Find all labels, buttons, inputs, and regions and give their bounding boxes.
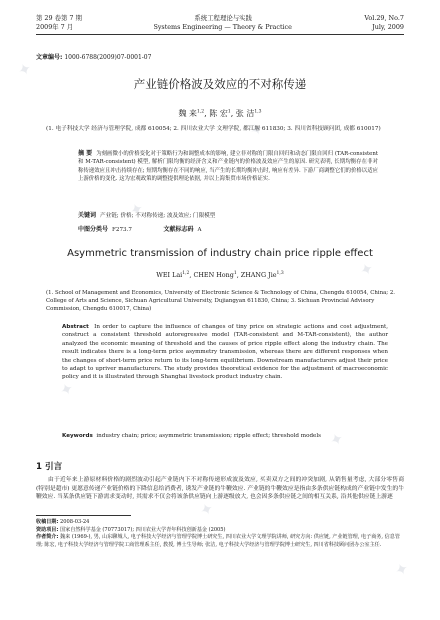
keywords-en [62, 433, 388, 439]
author-sup: 1,2 [197, 109, 205, 115]
abstract-cn-text: 为刻画微小的价格变化对于策略行为和调整成本的影响, 建立非对称的门限自回归和动态门限自回归 (TAR-consistent 和 M-TAR-consistent) 模型, 解析门限均衡的经济含义和产业链内的价格波及效应产生的原因. 研究表明, 长期均衡存在非对称传递效应且冲击持续存在; 短期均衡存在不同的响应, 当产生的长期均衡冲击时, 响应有差异. 下游厂商调整它们的价格以适应上游价格的变化. 这为宏观政策的调整提供理论依据, 并以上海集贸市场价格证实. [78, 151, 378, 183]
date-cn: 2009年 7 月 [36, 23, 74, 31]
footnote-bio [36, 534, 404, 549]
intro-paragraph: 由于近年来上游原材料价格的剧烈波动引起产业链内下不对称传递形成波及效应, 买卖双方之间的冲突加剧, 从销售量考虑, 大部分零售商 (特别是超市) 更愿意传递产业链价格的下降信息给消费者, 诱发产业链的牛鞭效应. 产业链的牛鞭效应是指由多条供应链构成的产业链中发生的牛鞭效应. 当某条供应链下游需求变动时, 其需求不仅会将该条供应链向上游逐级放大, 也会因多条供应链之间的相互关系, 沿其他供应链上游逐 [36, 477, 404, 501]
journal-name-cn: 系统工程理论与实践 [194, 14, 252, 22]
abstract-en [62, 323, 388, 382]
author-cn: 陈 宏 [209, 109, 228, 118]
footnotes [36, 519, 404, 549]
watermark-mark: ✦ [126, 198, 147, 221]
doc-code-label: 文献标志码 [163, 226, 194, 233]
keywords-cn-text: 产业链; 价格; 不对称传递; 波及效应; 门限模型 [100, 213, 216, 219]
doc-code-value: A [197, 227, 202, 233]
affiliations-cn: (1. 电子科技大学 经济与管理学院, 成都 610054; 2. 四川农业大学 文理学院, 都江堰 611830; 3. 四川省科技顾问团, 成都 610017) [46, 126, 381, 132]
author-sup: 1 [227, 109, 231, 115]
title-en: Asymmetric transmission of industry chain price ripple effect [67, 248, 373, 259]
author-en: WEI Lai [156, 271, 183, 280]
journal-name-en: Systems Engineering — Theory & Practice [153, 23, 292, 31]
abstract-cn-label: 摘 要 [78, 150, 93, 157]
volume-en: Vol.29, No.7 [364, 14, 404, 22]
abstract-en-text: In order to capture the influence of changes of tiny price on strategic actions and cost adjustment, construct a consistent threshold autoregressive model (TAR-consistent and M-TAR-consistent), the author analyzed the economic meaning of threshold and the causes of price ripple effect along the industry chain. The result indicates there is a long-term price asymmetry transmission, whereas there are different responses when the changes of short-term price return to its long-term equilibrium. Downstream manufacturers adjust their price to adapt to upriver manufacturers. The study provides theoretical evidence for the adjustment of macroeconomic policy and it is illustrated through Shanghai livestock product industry chain. [62, 324, 388, 381]
authors-en: WEI Lai$^{1,2}$, CHEN Hong$^1$, ZHANG Jie$^{1,3}$ [156, 271, 284, 280]
author-sep: , [230, 109, 234, 118]
bio-label: 作者简介: [36, 534, 59, 541]
author-cn: 魏 来 [178, 109, 198, 118]
author-sep: , [204, 109, 207, 118]
article-number [36, 52, 151, 61]
received-value: 2008-03-24 [60, 519, 90, 525]
abstract-en-label: Abstract [62, 324, 89, 330]
watermark-mark: ✦ [196, 498, 217, 521]
title-cn: 产业链价格波及效应的不对称传递 [133, 77, 307, 91]
keywords-cn [78, 210, 215, 219]
author-sup: 1,3 [276, 271, 284, 276]
author-en: CHEN Hong [193, 271, 234, 280]
footnote-received [36, 519, 404, 527]
keywords-en-text: industry chain; price; asymmetric transmission; ripple effect; threshold models [96, 433, 322, 439]
watermark-mark: ✦ [326, 428, 347, 451]
section-heading: 1 引言 [36, 462, 63, 472]
received-label: 收稿日期: [36, 519, 59, 525]
clc-label: 中图分类号 [78, 226, 109, 233]
author-sup: 1 [233, 271, 237, 276]
author-cn: 张 洁 [235, 109, 255, 118]
running-header [36, 14, 404, 35]
clc-value: F273.7 [112, 227, 132, 233]
bio-value: 魏来 (1969-), 男, 山东聊城人, 电子科技大学经济与管理学院博士研究生, 四川农业大学文理学院讲师, 研究方向: 供应链, 产业链管理, 电子商务, 信息管理; 陈宏, 电子科技大学经济与管理学院工商管理系主任, 教授, 博士生导师; 张洁, 电子科技大学经济与管理学院博士研究生, 四川省科技顾问团办公室主任. [36, 534, 400, 548]
date-en: July, 2009 [372, 23, 404, 31]
watermark-mark: ✦ [246, 118, 267, 141]
affiliations-en: (1. School of Management and Economics, University of Electronic Science & Technology of China, Chengdu 610054, China; 2. College of Arts and Science, Sichuan Agricultural University, Dujiangyan 611830, China; 3. Sichuan Provincial Advisory Commission, Chengdu 610017, China) [46, 290, 395, 313]
article-number-value: 1000-6788(2009)07-0001-07 [64, 54, 152, 61]
footnote-rule [36, 515, 131, 516]
author-sup: 1,3 [254, 109, 262, 115]
watermark-mark: ✦ [56, 378, 77, 401]
funding-label: 资助项目: [36, 526, 59, 533]
keywords-en-label: Keywords [62, 433, 93, 439]
watermark-mark: ✦ [356, 258, 377, 281]
keywords-cn-label: 关键词 [78, 212, 97, 219]
article-number-label: 文章编号: [36, 54, 63, 61]
header-rule [36, 34, 404, 35]
author-sup: 1,2 [182, 271, 190, 276]
classification-row [78, 224, 202, 233]
authors-cn [0, 108, 440, 119]
volume-cn: 第 29 卷第 7 期 [36, 14, 82, 22]
watermark-mark: ✦ [391, 558, 412, 581]
abstract-cn [78, 150, 378, 184]
author-en: ZHANG Jie [240, 271, 277, 280]
watermark-mark: ✦ [14, 58, 35, 81]
funding-value: 国家自然科学基金 (70773017); 四川农业大学青年科技创新基金 (2005) [60, 526, 226, 533]
